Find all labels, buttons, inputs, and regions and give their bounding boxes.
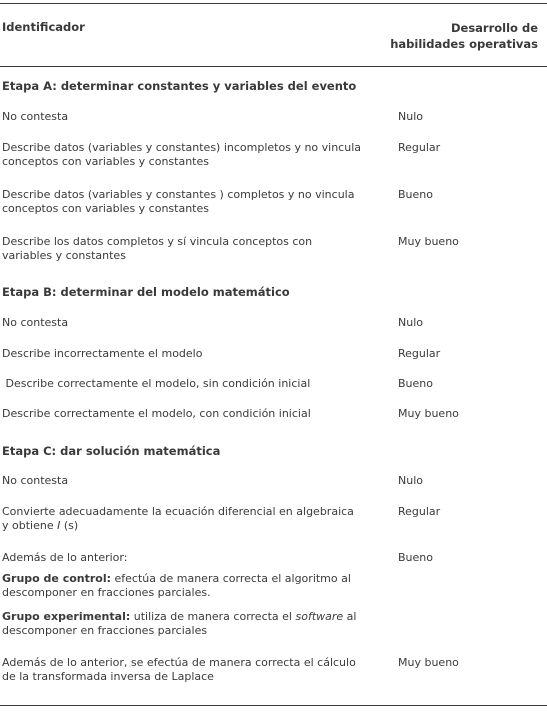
stage-b-row-2-text: Describe incorrectamente el modelo [2,347,203,360]
stage-c-row-6-text: Además de lo anterior, se efectúa de manera correcta el cálculo de la transformada inversa de Laplace [2,656,356,683]
stage-b-row-3-value: Bueno [398,377,433,390]
stage-b-title: Etapa B: determinar del modelo matemático [2,285,290,299]
stage-c-row-3-value: Bueno [398,551,433,564]
stage-a-row-4-value: Muy bueno [398,235,459,248]
stage-a-row-2-value: Regular [398,141,441,154]
stage-a-title: Etapa A: determinar constantes y variables del evento [2,79,357,93]
stage-c-row-2-variable: I [57,519,61,532]
stage-b-row-1-text: No contesta [2,316,69,329]
experimental-group-text-post: al descomponer en fracciones parciales [2,610,357,637]
control-group-text: efectúa de manera correcta el algoritmo al descomponer en fracciones parciales. [2,572,351,599]
stage-c-row-6-value: Muy bueno [398,656,459,669]
stage-c-row-2-text-post: (s) [60,519,79,532]
stage-c-row-1-value: Nulo [398,474,423,487]
experimental-group-label: Grupo experimental: [2,610,131,623]
stage-c-control-group [2,572,362,600]
header-desarrollo: Desarrollo de habilidades operativas [390,21,538,51]
header-identificador: Identificador [2,20,85,34]
stage-b-row-4-value: Muy bueno [398,407,459,420]
stage-c-row-2-text-pre: Convierte adecuadamente la ecuación diferencial en algebraica y obtiene [2,505,354,532]
stage-a-row-2-text: Describe datos (variables y constantes) incompletos y no vincula conceptos con variables y constantes [2,141,361,168]
control-group-label: Grupo de control: [2,572,112,585]
stage-b-row-2-value: Regular [398,347,441,360]
stage-c-row-1-text: No contesta [2,474,69,487]
stage-c-title: Etapa C: dar solución matemática [2,444,221,458]
stage-c-experimental-group [2,610,362,638]
experimental-group-software: software [295,610,344,623]
stage-c-row-3-text: Además de lo anterior: [2,551,128,564]
top-rule [0,3,547,4]
header-rule [0,66,547,67]
stage-a-row-4-text: Describe los datos completos y sí vincula conceptos con variables y constantes [2,235,313,262]
stage-b-row-1-value: Nulo [398,316,423,329]
stage-c-row-2-text [2,505,362,533]
stage-a-row-3-text: Describe datos (variables y constantes ) completos y no vincula conceptos con variables y constantes [2,188,355,215]
stage-c-row-2-value: Regular [398,505,441,518]
experimental-group-text-pre: utiliza de manera correcta el [130,610,296,623]
stage-b-row-3-text: Describe correctamente el modelo, sin condición inicial [2,377,311,390]
bottom-rule [0,705,547,706]
stage-b-row-4-text: Describe correctamente el modelo, con condición inicial [2,407,311,420]
stage-a-row-1-value: Nulo [398,110,423,123]
stage-a-row-1-text: No contesta [2,110,69,123]
stage-a-row-3-value: Bueno [398,188,433,201]
